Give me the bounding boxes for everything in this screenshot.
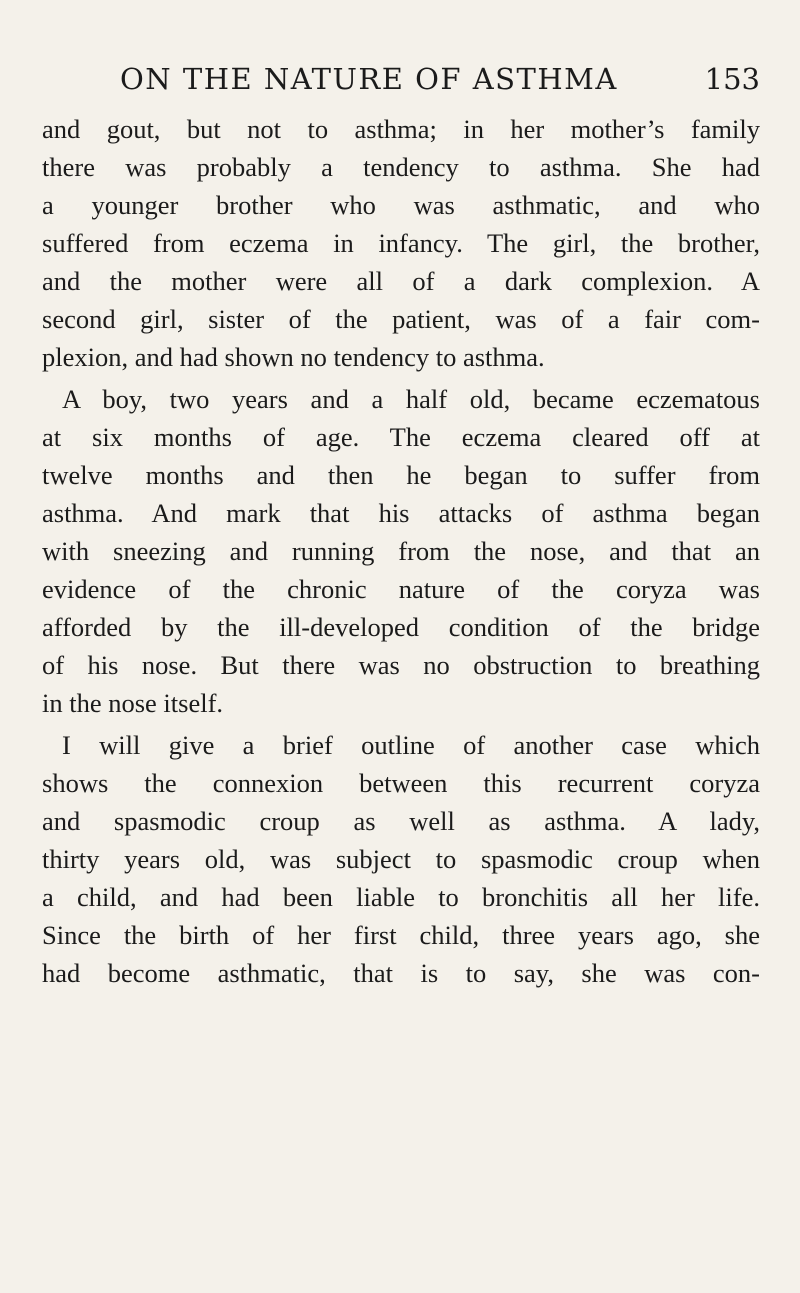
text-line: a child, and had been liable to bronchitis all her life. (42, 882, 760, 912)
page-number: 153 (704, 62, 760, 96)
text-line: there was probably a tendency to asthma. She had (42, 152, 760, 182)
text-line: shows the connexion between this recurrent coryza (42, 768, 760, 798)
body-text (42, 110, 760, 992)
text-line: asthma. And mark that his attacks of asthma began (42, 498, 760, 528)
text-line: had become asthmatic, that is to say, she was con- (42, 958, 760, 988)
text-line: Since the birth of her first child, three years ago, she (42, 920, 760, 950)
text-line: suffered from eczema in infancy. The girl, the brother, (42, 228, 760, 258)
text-line: second girl, sister of the patient, was of a fair com- (42, 304, 760, 334)
paragraph (42, 110, 760, 376)
text-line: and the mother were all of a dark complexion. A (42, 266, 760, 296)
paragraph (42, 380, 760, 722)
text-line: I will give a brief outline of another case which (62, 730, 760, 760)
text-line: afforded by the ill-developed condition of the bridge (42, 612, 760, 642)
text-line: twelve months and then he began to suffer from (42, 460, 760, 490)
text-line: and gout, but not to asthma; in her mother’s family (42, 114, 760, 144)
text-line: and spasmodic croup as well as asthma. A lady, (42, 806, 760, 836)
text-line: of his nose. But there was no obstruction to breathing (42, 650, 760, 680)
running-title: ON THE NATURE OF ASTHMA (120, 62, 618, 96)
text-line: plexion, and had shown no tendency to asthma. (42, 342, 545, 372)
text-line: with sneezing and running from the nose, and that an (42, 536, 760, 566)
text-line: thirty years old, was subject to spasmodic croup when (42, 844, 760, 874)
text-line: A boy, two years and a half old, became eczematous (62, 384, 760, 414)
text-line: evidence of the chronic nature of the coryza was (42, 574, 760, 604)
running-head (40, 62, 760, 106)
text-line: in the nose itself. (42, 688, 224, 718)
text-line: at six months of age. The eczema cleared off at (42, 422, 760, 452)
paragraph (42, 726, 760, 992)
text-line: a younger brother who was asthmatic, and who (42, 190, 760, 220)
